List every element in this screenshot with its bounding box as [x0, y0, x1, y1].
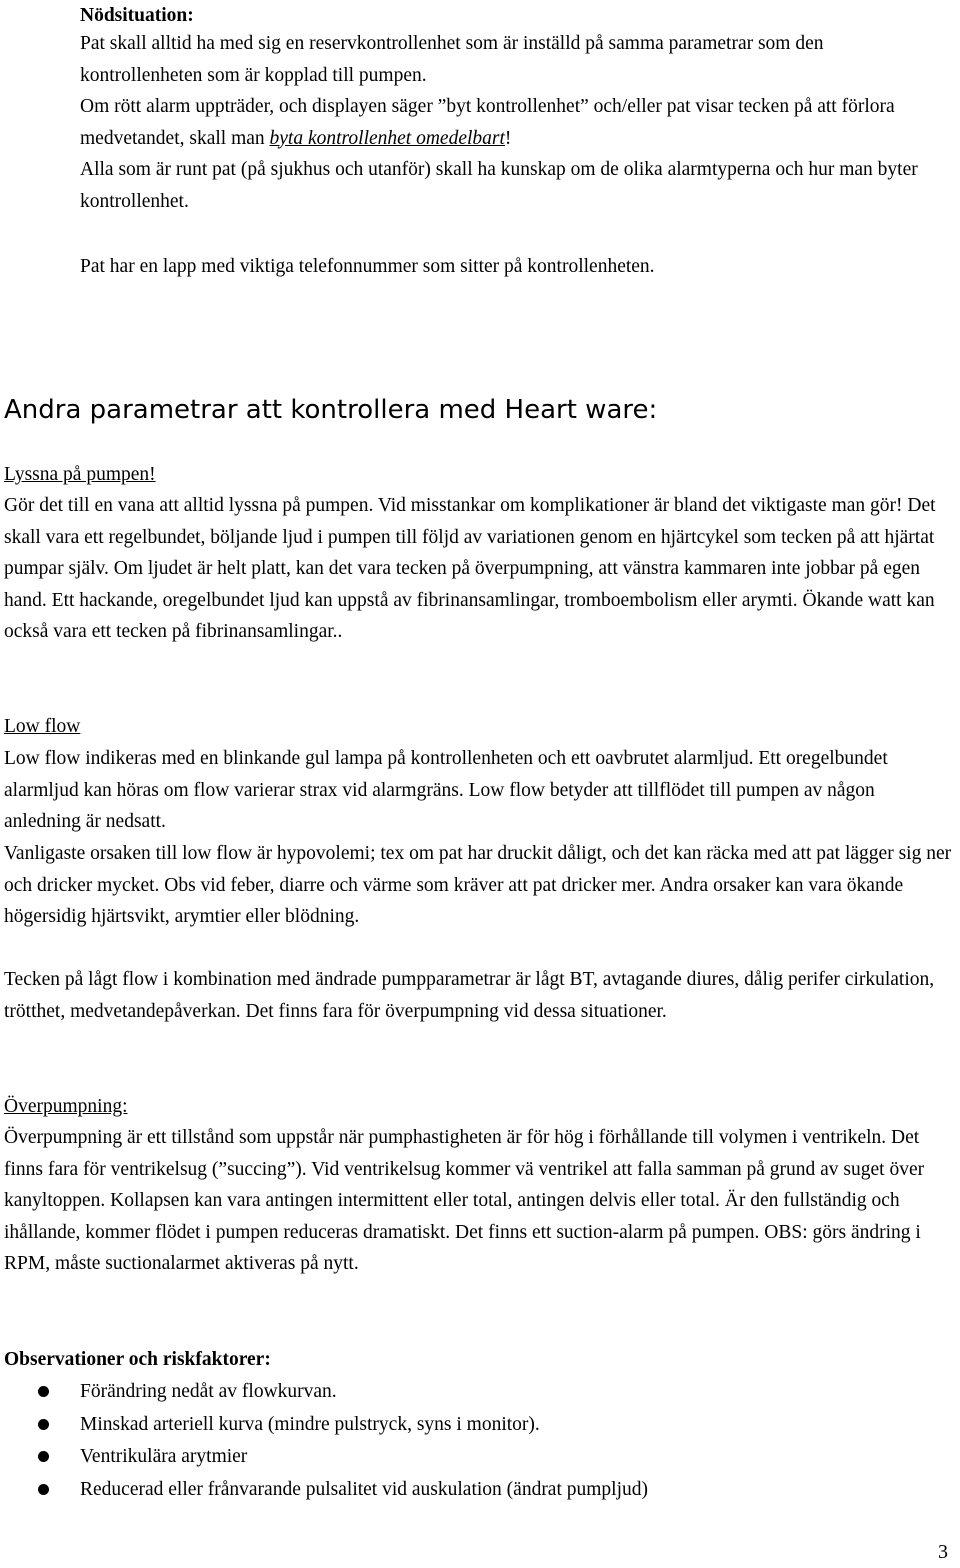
section-title: Andra parametrar att kontrollera med Heart ware: [4, 395, 658, 425]
low-flow-body-3: Tecken på lågt flow i kombination med ändrade pumpparametrar är lågt BT, avtagande diures, dålig perifer cirkulation, trötthet, medvetandepåverkan. Det finns fara för överpumpning vid dessa situationer. [4, 969, 935, 1022]
list-item-text: Reducerad eller frånvarande pulsalitet vid auskulation (ändrat pumpljud) [80, 1478, 649, 1500]
overpumping-body: Överpumpning är ett tillstånd som uppstår när pumphastigheten är för hög i förhållande till volymen i ventrikeln. Det finns fara för ventrikelsug (”succing”). Vid ventrikelsug kommer vä ventrikel att falla samman på grund av suget över kanyltoppen. Kollapsen kan vara antingen intermittent eller total, antingen delvis eller total. Är den fullständig och ihållande, kommer flödet i pumpen reduceras dramatiskt. Det finns ett suction-alarm på pumpen. OBS: görs ändring i RPM, måste suctionalarmet aktiveras på nytt. [4, 1127, 925, 1274]
emergency-paragraph-4: Pat har en lapp med viktiga telefonnummer som sitter på kontrollenheten. [80, 256, 655, 277]
list-item [0, 1376, 900, 1409]
emergency-p2-text: Om rött alarm uppträder, och displayen säger ”byt kontrollenhet” och/eller pat visar tecken på att förlora medvetandet, skall man [80, 96, 895, 149]
list-item-text: Minskad arteriell kurva (mindre pulstryck, syns i monitor). [80, 1413, 540, 1435]
emergency-heading: Nödsituation: [80, 5, 194, 26]
bullet-icon [38, 1419, 49, 1430]
bullet-icon [38, 1484, 49, 1495]
emergency-paragraph-2 [80, 91, 950, 154]
emergency-paragraph-3: Alla som är runt pat (på sjukhus och utanför) skall ha kunskap om de olika alarmtyperna och hur man byter kontrollenhet. [80, 159, 918, 212]
list-item [0, 1409, 900, 1442]
low-flow-body-1: Low flow indikeras med en blinkande gul lampa på kontrollenheten och ett oavbrutet alarmljud. Ett oregelbundet alarmljud kan höras om flow varierar strax vid alarmgräns. Low flow betyder att tillflödet till pumpen av någon anledning är nedsatt. [4, 748, 888, 832]
emergency-p2-end: ! [504, 127, 512, 149]
list-item [0, 1474, 900, 1507]
page-number: 3 [938, 1541, 948, 1563]
observations-heading: Observationer och riskfaktorer: [4, 1349, 271, 1370]
list-item-text: Ventrikulära arytmier [80, 1446, 248, 1467]
emergency-paragraph-1: Pat skall alltid ha med sig en reservkontrollenhet som är inställd på samma parametrar som den kontrollenheten som är kopplad till pumpen. [80, 33, 824, 86]
list-item-text: Förändring nedåt av flowkurvan. [80, 1381, 337, 1402]
list-item [0, 1441, 900, 1474]
low-flow-heading: Low flow [4, 716, 81, 737]
listen-heading: Lyssna på pumpen! [4, 464, 156, 485]
observations-list [0, 1376, 900, 1506]
overpumping-heading: Överpumpning: [4, 1096, 128, 1117]
emergency-p2-emphasis: byta kontrollenhet omedelbart [269, 127, 505, 149]
listen-body: Gör det till en vana att alltid lyssna på pumpen. Vid misstankar om komplikationer är bland det viktigaste man gör! Det skall vara ett regelbundet, böljande ljud i pumpen till följd av variationen genom en hjärtcykel som tecken på att hjärtat pumpar själv. Om ljudet är helt platt, kan det vara tecken på överpumpning, att vänstra kammaren inte jobbar på egen hand. Ett hackande, oregelbundet ljud kan uppstå av fibrinansamlingar, tromboembolism eller arymti. Ökande watt kan också vara ett tecken på fibrinansamlingar.. [4, 495, 936, 642]
low-flow-body-2: Vanligaste orsaken till low flow är hypovolemi; tex om pat har druckit dåligt, och det kan räcka med att pat lägger sig ner och dricker mycket. Obs vid feber, diarre och värme som kräver att pat dricker mer. Andra orsaker kan vara ökande högersidig hjärtsvikt, arymtier eller blödning. [4, 843, 952, 927]
bullet-icon [38, 1386, 49, 1397]
bullet-icon [38, 1451, 49, 1462]
